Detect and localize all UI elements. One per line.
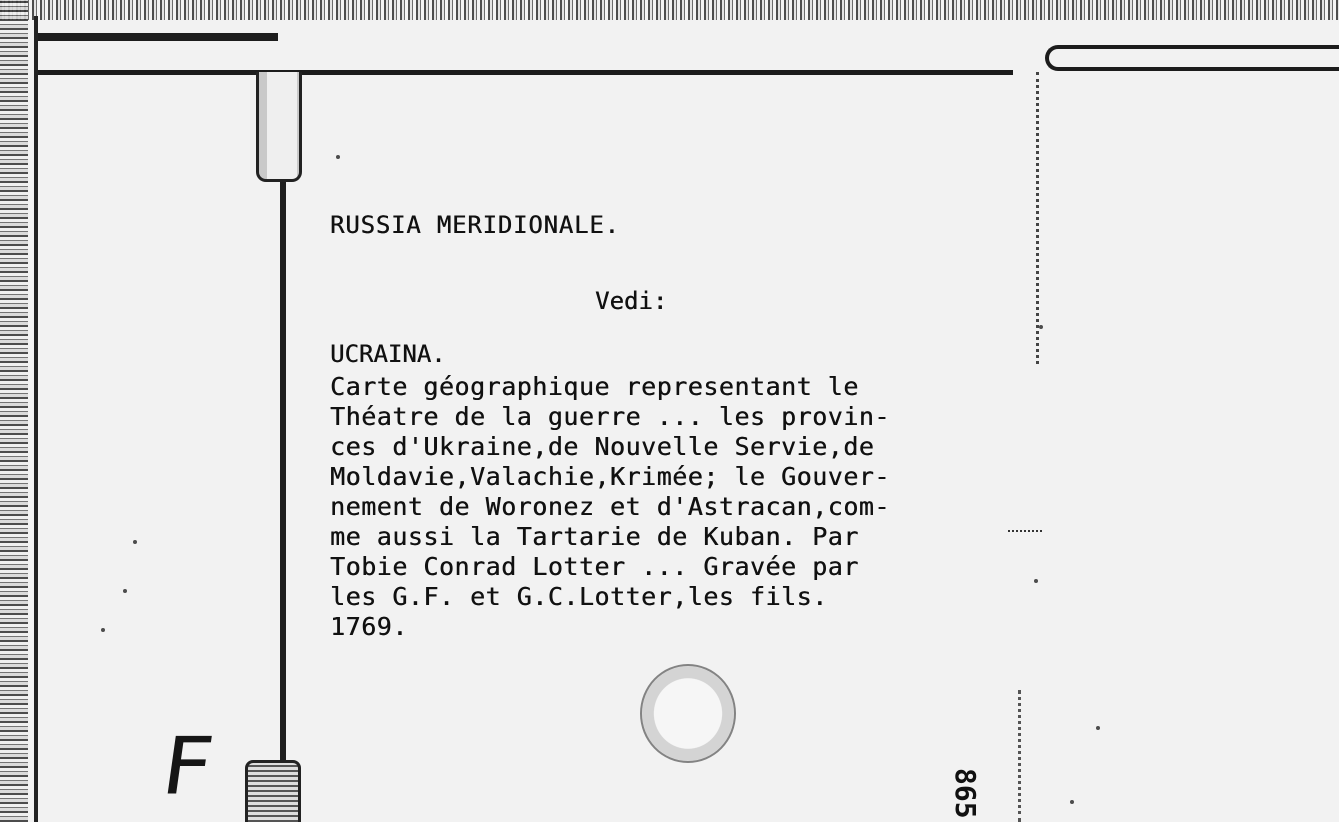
top-left-rule [38,33,278,41]
top-right-rounded-rule [1045,45,1339,71]
left-border-line [34,16,38,822]
vertical-card-rule [280,72,286,822]
scan-speck [123,589,127,593]
lower-binder-slot [245,760,301,822]
scan-speck [1096,726,1100,730]
upper-binder-slot [256,72,302,182]
lower-right-dotted-rule [1018,690,1025,822]
catalog-heading: RUSSIA MERIDIONALE. [330,211,620,239]
scan-speck [133,540,137,544]
top-main-rule [38,70,1013,75]
vertical-card-number: 865 [949,768,982,819]
scan-speck [1034,579,1038,583]
scan-speck [1039,325,1043,329]
left-scan-edge [0,0,28,822]
scan-speck [1070,800,1074,804]
catalog-description: Carte géographique representant le Théatre de la guerre ... les provin- ces d'Ukraine,de Nouvelle Servie,de Moldavie,Valachie,Krimée; le Gouver- nement de Woronez et d'Astracan,com- me aussi la Tartarie de Kuban. Par Tobie Conrad Lotter ... Gravée par les G.F. et G.C.Lotter,les fils. 1769. [330,372,890,641]
right-dotted-rule [1036,72,1043,364]
scan-speck [101,628,105,632]
catalog-card-hole [640,664,736,763]
handwritten-mark: F [156,721,219,813]
subject-heading: UCRAINA. [330,340,446,368]
scan-speck [336,155,340,159]
see-label: Vedi: [595,287,668,315]
top-scan-edge [0,0,1339,20]
